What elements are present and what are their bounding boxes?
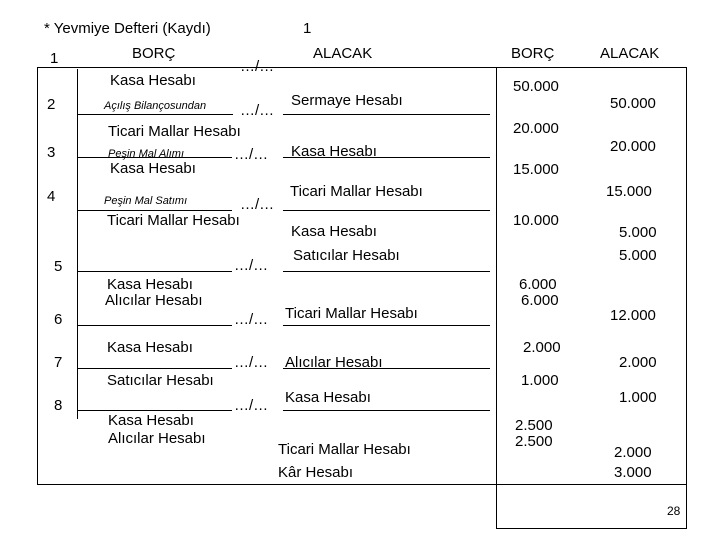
entry-separator-left (77, 271, 232, 272)
entry-separator-left (77, 210, 232, 211)
credit-account: Ticari Mallar Hesabı (290, 183, 423, 200)
page-marker: 1 (303, 20, 312, 37)
entry-number: 3 (47, 144, 56, 161)
entry-separator-left (77, 325, 232, 326)
credit-amount: 2.000 (619, 354, 657, 371)
debit-amount: 10.000 (513, 212, 559, 229)
entry-separator-right (283, 325, 490, 326)
date-marker: …/… (234, 257, 269, 274)
debit-account: Kasa Hesabı (110, 72, 196, 89)
entry-note: Peşin Mal Satımı (104, 195, 188, 207)
entry-note: Peşin Mal Alımı (108, 148, 185, 160)
debit-account: Kasa Hesabı (108, 412, 194, 429)
entry-separator-right (283, 114, 490, 115)
entry-number: 5 (54, 258, 63, 275)
entry-number: 1 (50, 50, 59, 67)
credit-account: Kasa Hesabı (285, 389, 371, 406)
column-header-alacak-amount: ALACAK (600, 45, 660, 62)
date-marker: …/… (234, 397, 269, 414)
debit-account: Kasa Hesabı (107, 276, 193, 293)
entry-number: 7 (54, 354, 63, 371)
debit-account: Ticari Mallar Hesabı (108, 123, 241, 140)
debit-amount: 1.000 (521, 372, 559, 389)
credit-amount: 2.000 (614, 444, 652, 461)
entry-number: 4 (47, 188, 56, 205)
debit-amount: 20.000 (513, 120, 559, 137)
debit-account: Alıcılar Hesabı (105, 292, 203, 309)
credit-amount: 15.000 (606, 183, 652, 200)
number-column-line (77, 69, 78, 419)
debit-amount: 2.500 (515, 433, 553, 450)
credit-account: Kasa Hesabı (291, 143, 377, 160)
credit-account: Ticari Mallar Hesabı (278, 441, 411, 458)
entry-separator-left (77, 368, 232, 369)
entry-separator-right (283, 210, 490, 211)
date-marker: …/… (234, 146, 269, 163)
amount-column-divider (496, 67, 497, 485)
credit-account: Kâr Hesabı (278, 464, 354, 481)
credit-amount: 12.000 (610, 307, 656, 324)
credit-amount: 20.000 (610, 138, 656, 155)
column-header-borc: BORÇ (132, 45, 176, 62)
debit-amount: 15.000 (513, 161, 559, 178)
credit-amount: 5.000 (619, 247, 657, 264)
debit-amount: 2.000 (523, 339, 561, 356)
entry-number: 8 (54, 397, 63, 414)
credit-account: Sermaye Hesabı (291, 92, 403, 109)
debit-account: Alıcılar Hesabı (108, 430, 206, 447)
debit-amount: 6.000 (519, 276, 557, 293)
entry-separator-left (77, 410, 232, 411)
date-marker: …/… (234, 354, 269, 371)
entry-number: 6 (54, 311, 63, 328)
entry-note: Açılış Bilançosundan (104, 100, 207, 112)
debit-amount: 2.500 (515, 417, 553, 434)
header-separator (232, 67, 235, 68)
credit-account: Satıcılar Hesabı (293, 247, 400, 264)
entry-separator-right (283, 271, 490, 272)
debit-account: Kasa Hesabı (110, 160, 196, 177)
debit-account: Kasa Hesabı (107, 339, 193, 356)
credit-account: Ticari Mallar Hesabı (285, 305, 418, 322)
entry-number: 2 (47, 96, 56, 113)
date-marker: …/… (240, 196, 275, 213)
entry-separator-right (283, 410, 490, 411)
credit-amount: 5.000 (619, 224, 657, 241)
credit-amount: 3.000 (614, 464, 652, 481)
date-marker: …/… (240, 58, 275, 75)
column-header-borc-amount: BORÇ (511, 45, 555, 62)
credit-account: Kasa Hesabı (291, 223, 377, 240)
debit-account: Satıcılar Hesabı (107, 372, 214, 389)
page-title: * Yevmiye Defteri (Kaydı) (44, 20, 211, 37)
debit-amount: 6.000 (521, 292, 559, 309)
page-number-box (496, 485, 687, 529)
credit-account: Alıcılar Hesabı (285, 354, 383, 371)
credit-amount: 50.000 (610, 95, 656, 112)
debit-account: Ticari Mallar Hesabı (107, 212, 240, 229)
page-number: 28 (667, 504, 681, 518)
date-marker: …/… (234, 311, 269, 328)
column-header-alacak: ALACAK (313, 45, 373, 62)
credit-amount: 1.000 (619, 389, 657, 406)
debit-amount: 50.000 (513, 78, 559, 95)
date-marker: …/… (240, 102, 275, 119)
